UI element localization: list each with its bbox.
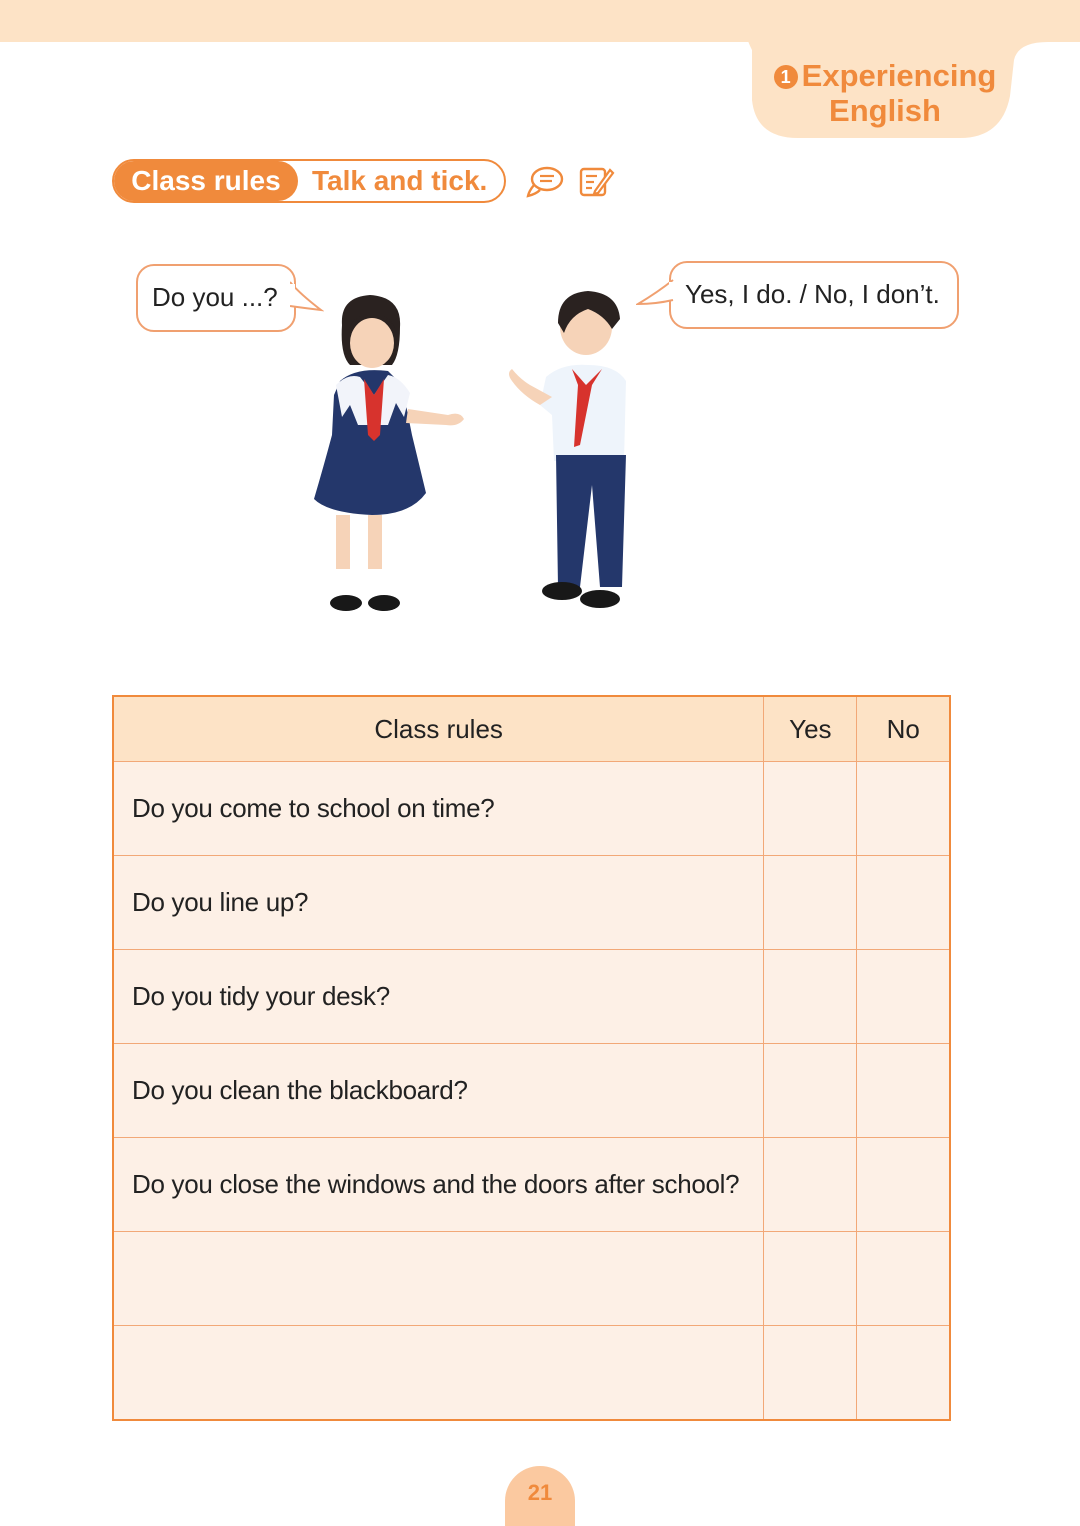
header-no: No [857,696,950,762]
class-rules-table [112,695,951,1421]
section-tab [748,0,1080,140]
activity-pill [112,159,506,203]
table-row [113,950,950,1044]
no-tick-cell[interactable] [857,1138,950,1232]
yes-tick-cell[interactable] [764,950,857,1044]
question-bubble [136,264,296,332]
answer-text: Yes, I do. / No, I don’t. [685,279,940,309]
yes-tick-cell[interactable] [764,1044,857,1138]
rule-question: Do you clean the blackboard? [113,1044,764,1138]
table-row [113,1138,950,1232]
rule-question: Do you come to school on time? [113,762,764,856]
rule-question-blank[interactable] [113,1232,764,1326]
no-tick-cell[interactable] [857,1326,950,1421]
girl-figure [314,295,464,611]
no-tick-cell[interactable] [857,1232,950,1326]
answer-bubble-tail [636,278,674,310]
boy-figure [509,291,626,608]
rule-question: Do you close the windows and the doors after school? [113,1138,764,1232]
header-yes: Yes [764,696,857,762]
answer-bubble [669,261,959,329]
yes-tick-cell[interactable] [764,762,857,856]
question-text: Do you ...? [152,282,278,312]
table-row [113,1044,950,1138]
table-row [113,1232,950,1326]
activity-title: Class rules [114,161,298,201]
page-number: 21 [505,1466,575,1526]
no-tick-cell[interactable] [857,1044,950,1138]
rule-question: Do you line up? [113,856,764,950]
section-title [760,58,1010,128]
table-row [113,856,950,950]
yes-tick-cell[interactable] [764,856,857,950]
speech-bubbles-icon [526,165,564,199]
no-tick-cell[interactable] [857,762,950,856]
section-number-badge: 1 [774,65,798,89]
no-tick-cell[interactable] [857,856,950,950]
section-title-text: Experiencing English [801,58,997,128]
yes-tick-cell[interactable] [764,1232,857,1326]
yes-tick-cell[interactable] [764,1326,857,1421]
no-tick-cell[interactable] [857,950,950,1044]
rule-question-blank[interactable] [113,1326,764,1421]
rule-question: Do you tidy your desk? [113,950,764,1044]
students-illustration [300,285,640,625]
table-header-row [113,696,950,762]
activity-instruction: Talk and tick. [312,165,488,196]
pencil-writing-icon [579,165,615,199]
table-row [113,762,950,856]
table-row [113,1326,950,1421]
header-class-rules: Class rules [113,696,764,762]
yes-tick-cell[interactable] [764,1138,857,1232]
